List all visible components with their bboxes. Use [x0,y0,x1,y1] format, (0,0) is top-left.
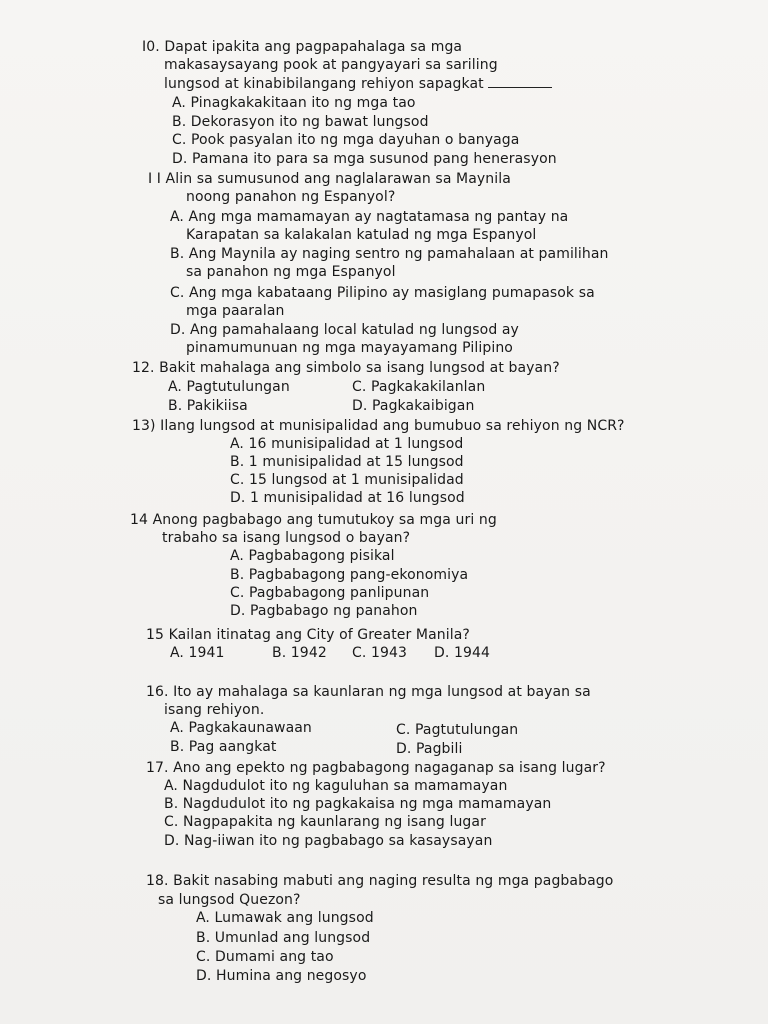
q18-stem-line1: 18. Bakit nasabing mabuti ang naging resulta ng mga pagbabago [146,873,614,889]
q13-option-b: B. 1 munisipalidad at 15 lungsod [230,454,464,470]
q17-option-d: D. Nag-iiwan ito ng pagbabago sa kasaysayan [164,833,493,849]
q10-stem-line2: makasaysayang pook at pangyayari sa sariling [164,57,498,73]
q10-stem-line1: I0. Dapat ipakita ang pagpapahalaga sa mga [142,39,463,55]
answer-blank [488,75,552,88]
q15-option-c: C. 1943 [352,645,408,661]
q17-stem: 17. Ano ang epekto ng pagbabagong nagaganap sa isang lugar? [146,760,606,776]
q15-stem: 15 Kailan itinatag ang City of Greater Manila? [146,627,470,643]
q14-option-a: A. Pagbabagong pisikal [230,548,395,564]
q14-stem-line1: 14 Anong pagbabago ang tumutukoy sa mga uri ng [130,512,497,528]
q18-option-b: B. Umunlad ang lungsod [196,930,371,946]
q14-option-d: D. Pagbabago ng panahon [230,603,418,619]
q11-option-c-line1: C. Ang mga kabataang Pilipino ay masiglang pumapasok sa [170,285,595,301]
q17-option-b: B. Nagdudulot ito ng pagkakaisa ng mga mamamayan [164,796,552,812]
q12-stem: 12. Bakit mahalaga ang simbolo sa isang lungsod at bayan? [132,360,560,376]
q12-option-c: C. Pagkakakilanlan [352,379,486,395]
q13-option-d: D. 1 munisipalidad at 16 lungsod [230,490,465,506]
q10-stem-line3-text: lungsod at kinabibilangang rehiyon sapagkat [164,76,484,92]
q15-option-a: A. 1941 [170,645,225,661]
q18-option-a: A. Lumawak ang lungsod [196,910,374,926]
q16-option-c: C. Pagtutulungan [396,722,519,738]
q14-option-b: B. Pagbabagong pang-ekonomiya [230,567,469,583]
q11-option-a-line2: Karapatan sa kalakalan katulad ng mga Espanyol [186,227,537,243]
q13-option-a: A. 16 munisipalidad at 1 lungsod [230,436,464,452]
q11-option-d-line2: pinamumunuan ng mga mayayamang Pilipino [186,340,513,356]
q16-stem-line2: isang rehiyon. [164,702,265,718]
q12-option-b: B. Pakikiisa [168,398,248,414]
q11-stem-line2: noong panahon ng Espanyol? [186,189,396,205]
q11-option-c-line2: mga paaralan [186,303,285,319]
q14-stem-line2: trabaho sa isang lungsod o bayan? [162,530,411,546]
q18-stem-line2: sa lungsod Quezon? [158,892,301,908]
q15-option-b: B. 1942 [272,645,327,661]
q10-option-d: D. Pamana ito para sa mga susunod pang henerasyon [172,151,557,167]
q11-stem-line1: I I Alin sa sumusunod ang naglalarawan sa Maynila [148,171,511,187]
q13-stem: 13) Ilang lungsod at munisipalidad ang bumubuo sa rehiyon ng NCR? [132,418,625,434]
q10-stem-line3 [164,75,552,93]
q12-option-d: D. Pagkakaibigan [352,398,475,414]
q11-option-a-line1: A. Ang mga mamamayan ay nagtatamasa ng pantay na [170,209,569,225]
q13-option-c: C. 15 lungsod at 1 munisipalidad [230,472,464,488]
q11-option-b-line1: B. Ang Maynila ay naging sentro ng pamahalaan at pamilihan [170,246,609,262]
q14-option-c: C. Pagbabagong panlipunan [230,585,430,601]
q16-option-b: B. Pag aangkat [170,739,277,755]
q17-option-a: A. Nagdudulot ito ng kaguluhan sa mamamayan [164,778,508,794]
q16-option-a: A. Pagkakaunawaan [170,720,312,736]
q15-option-d: D. 1944 [434,645,491,661]
q11-option-d-line1: D. Ang pamahalaang local katulad ng lungsod ay [170,322,519,338]
q12-option-a: A. Pagtutulungan [168,379,290,395]
q10-option-b: B. Dekorasyon ito ng bawat lungsod [172,114,429,130]
q16-option-d: D. Pagbili [396,741,463,757]
q10-option-c: C. Pook pasyalan ito ng mga dayuhan o banyaga [172,132,520,148]
q18-option-c: C. Dumami ang tao [196,949,334,965]
q10-option-a: A. Pinagkakakitaan ito ng mga tao [172,95,416,111]
q18-option-d: D. Humina ang negosyo [196,968,367,984]
q16-stem-line1: 16. Ito ay mahalaga sa kaunlaran ng mga lungsod at bayan sa [146,684,591,700]
q17-option-c: C. Nagpapakita ng kaunlarang ng isang lugar [164,814,486,830]
q11-option-b-line2: sa panahon ng mga Espanyol [186,264,396,280]
